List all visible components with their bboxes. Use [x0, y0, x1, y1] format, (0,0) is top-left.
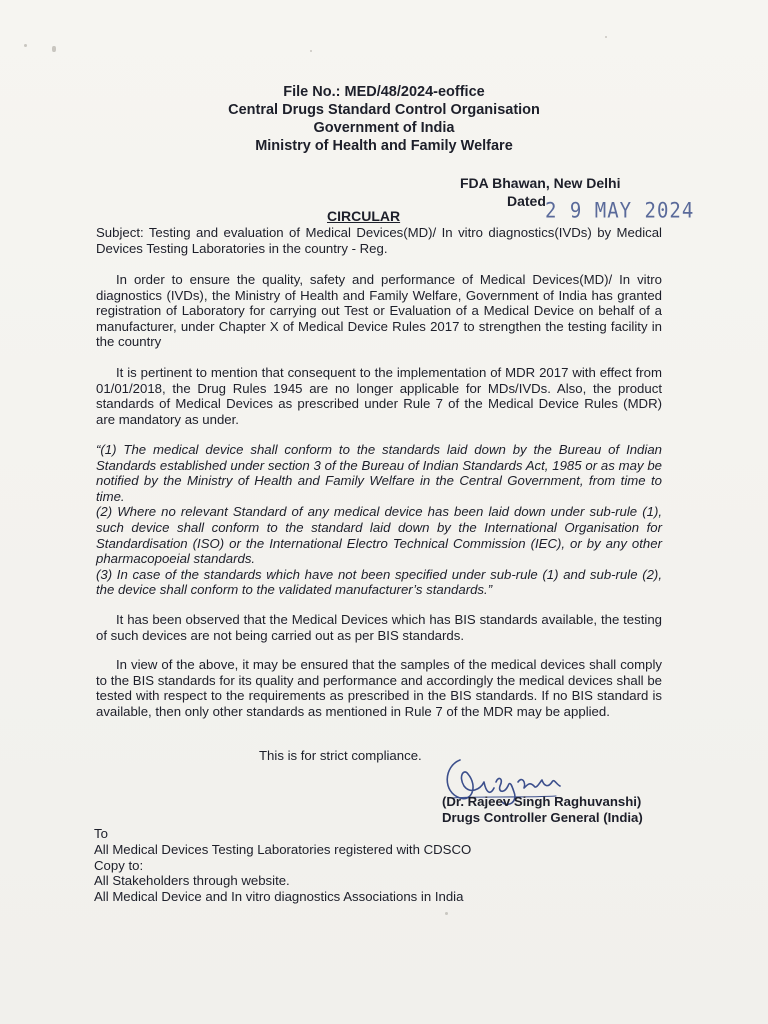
to-label: To — [94, 826, 108, 841]
paragraph-mdr: It is pertinent to mention that consequent to the implementation of MDR 2017 with effect from 01/01/2018, the Drug Rules 1945 are no longer applicable for MDs/IVDs. Also, the product standards of Medical Devices as prescribed under Rule 7 of the Medical Device Rules (MDR) are mandatory as under. — [96, 365, 662, 427]
distribution-list — [94, 826, 471, 905]
date-stamp: 2 9 MAY 2024 — [545, 198, 695, 224]
place: FDA Bhawan, New Delhi — [460, 175, 621, 191]
rule-clause-3: (3) In case of the standards which have not been specified under sub-rule (1) and sub-rule (2), the device shall conform to the validated manufacturer’s standards.” — [96, 566, 662, 598]
rule-clause-1: “(1) The medical device shall conform to the standards laid down by the Bureau of Indian Standards established under section 3 of the Bureau of Indian Standards Act, 1985 or as may be notified by the Ministry of Health and Family Welfare in the Central Government, from time to time. — [96, 442, 662, 504]
subject-line: Subject: Testing and evaluation of Medical Devices(MD)/ In vitro diagnostics(IVDs) by Medical Devices Testing Laboratories in the country - Reg. — [96, 225, 662, 256]
quoted-rule-7 — [96, 442, 662, 598]
copy-recipient-1: All Stakeholders through website. — [94, 873, 290, 889]
rule-clause-2: (2) Where no relevant Standard of any medical device has been laid down under sub-rule (1), such device shall conform to the standard laid down by the International Organisation for Standardisation (ISO) or the International Electro Technical Commission (IEC), or by any other pharmacopoeial standards. — [96, 504, 662, 567]
scan-speck — [605, 36, 607, 38]
government-name: Government of India — [313, 120, 455, 136]
ministry-name: Ministry of Health and Family Welfare — [255, 138, 513, 154]
organisation-name: Central Drugs Standard Control Organisation — [228, 102, 540, 118]
letterhead — [0, 83, 768, 155]
signatory-designation: Drugs Controller General (India) — [442, 810, 643, 825]
copy-to-label: Copy to: — [94, 857, 144, 873]
scan-speck — [310, 50, 312, 52]
paragraph-quality: In order to ensure the quality, safety and performance of Medical Devices(MD)/ In vitro diagnostics (IVDs), the Ministry of Health and Family Welfare, Government of India has granted registration of Laboratory for carrying out Test or Evaluation of a Medical Device on behalf of a manufacturer, under Chapter X of Medical Device Rules 2017 to strengthen the testing facility in the country — [96, 272, 662, 350]
paragraph-direction: In view of the above, it may be ensured that the samples of the medical devices shall comply to the BIS standards for its quality and performance and accordingly the medical devices shall be tested with respect to the requirements as prescribed in the BIS standards. If no BIS standard is available, then only other standards as mentioned in Rule 7 of the MDR may be applied. — [96, 657, 662, 719]
compliance-note: This is for strict compliance. — [259, 748, 422, 763]
to-recipient: All Medical Devices Testing Laboratories registered with CDSCO — [94, 841, 472, 857]
document-title: CIRCULAR — [327, 208, 401, 224]
copy-recipient-2: All Medical Device and In vitro diagnostics Associations in India — [94, 889, 464, 905]
signatory-block — [442, 794, 643, 826]
signatory-name: (Dr. Rajeev Singh Raghuvanshi) — [442, 794, 642, 809]
paragraph-observation: It has been observed that the Medical Devices which has BIS standards available, the testing of such devices are not being carried out as per BIS standards. — [96, 612, 662, 643]
dated-label: Dated — [507, 193, 546, 209]
scan-speck — [445, 912, 448, 915]
scan-speck — [24, 44, 27, 47]
file-number: File No.: MED/48/2024-eoffice — [283, 84, 485, 100]
scan-speck — [52, 46, 56, 52]
